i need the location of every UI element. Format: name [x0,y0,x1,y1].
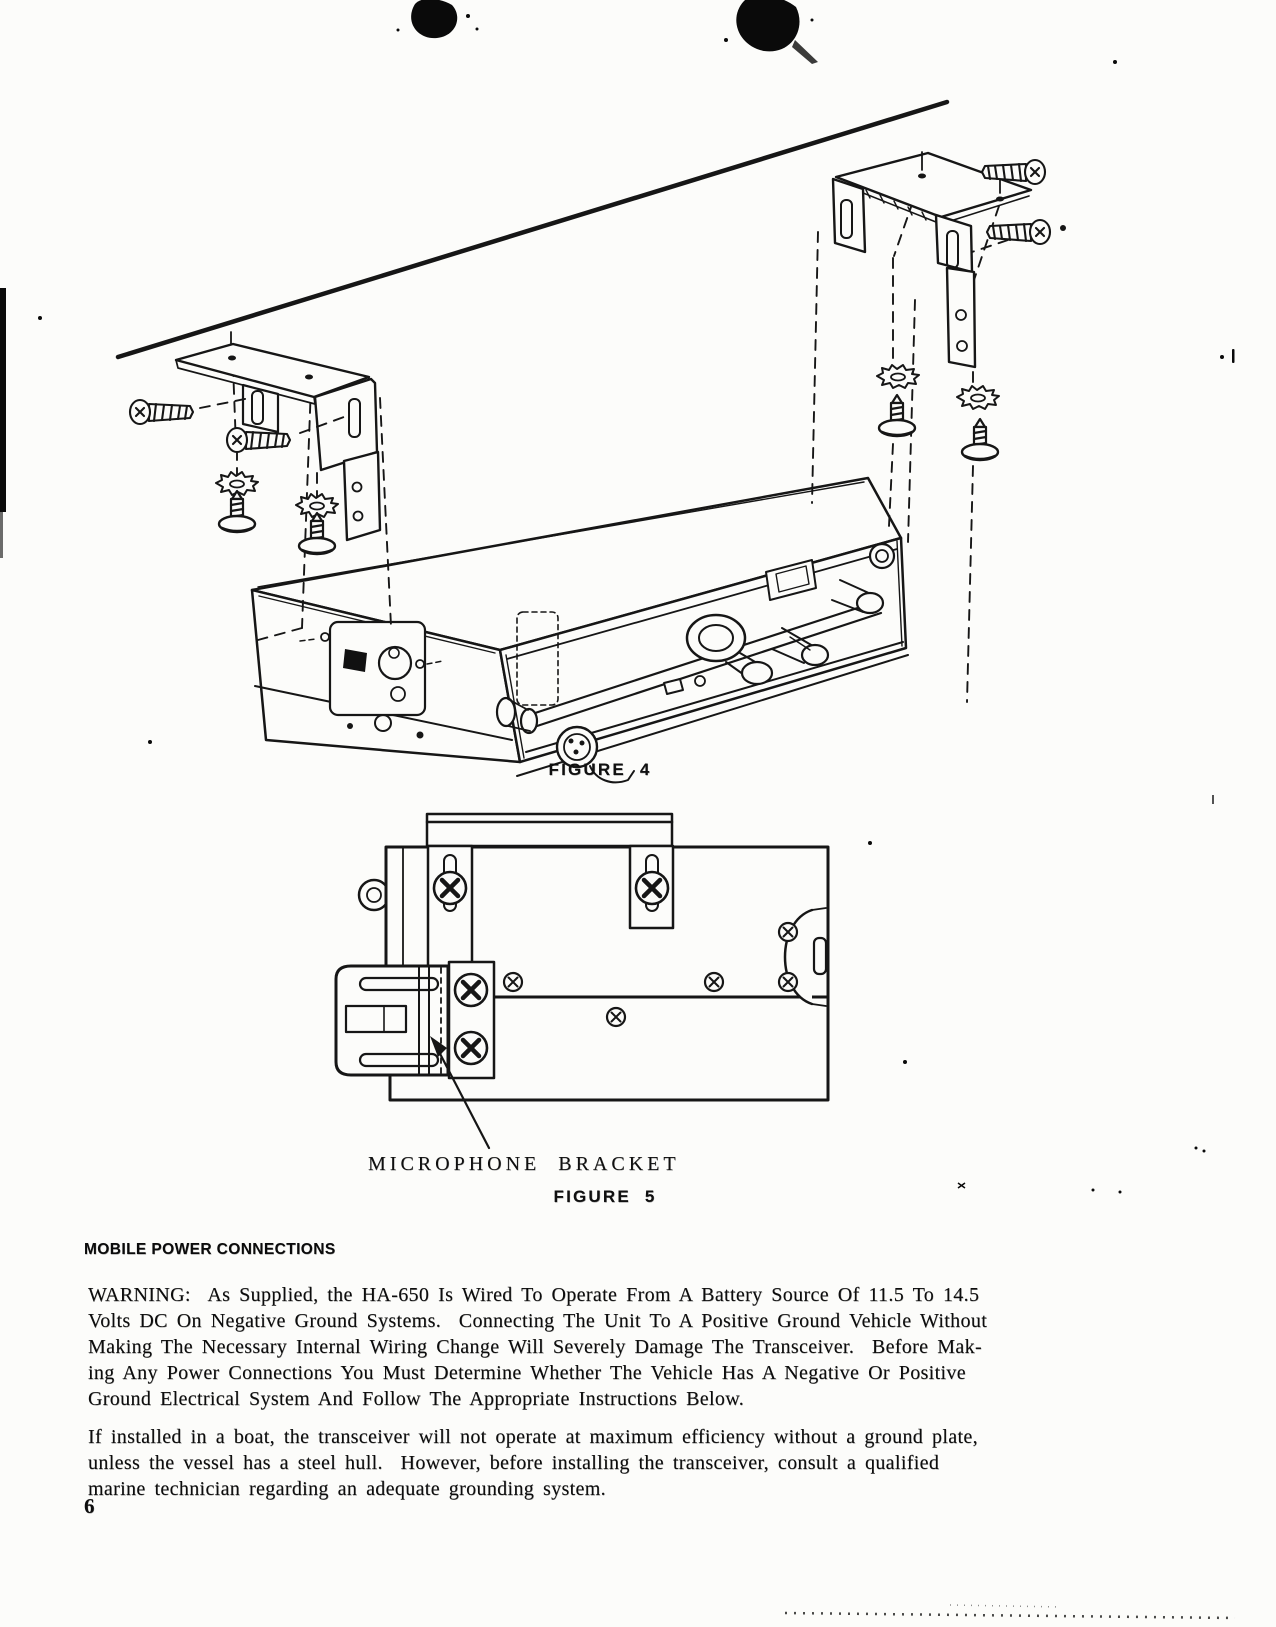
boat-note-line: unless the vessel has a steel hull. However, before installing the transceiver, consult a qualified [88,1452,940,1474]
figure5-drawing [336,814,828,1148]
figure5-caption: FIGURE 5 [553,1187,657,1206]
warning-line: Volts DC On Negative Ground Systems. Connecting The Unit To A Positive Ground Vehicle Without [88,1310,988,1332]
figure4-drawing [118,102,1066,782]
warning-line: WARNING: As Supplied, the HA-650 Is Wired To Operate From A Battery Source Of 11.5 To 14.5 [88,1284,980,1306]
warning-line: Ground Electrical System And Follow The Appropriate Instructions Below. [88,1388,745,1410]
scan-speckle-bottom [785,1605,1235,1618]
page-number: 6 [84,1494,95,1518]
warning-paragraph [88,1282,1198,1412]
warning-line: Making The Necessary Internal Wiring Change Will Severely Damage The Transceiver. Before Mak- [88,1336,982,1358]
boat-note-line: marine technician regarding an adequate grounding system. [88,1478,607,1500]
boat-note-line: If installed in a boat, the transceiver will not operate at maximum efficiency without a ground plate, [88,1426,978,1448]
figure4-caption: FIGURE 4 [548,760,652,779]
warning-line: ing Any Power Connections You Must Determine Whether The Vehicle Has A Negative Or Positive [88,1362,966,1384]
boat-note-paragraph [88,1424,1198,1502]
microphone-bracket-callout: MICROPHONE BRACKET [368,1153,680,1175]
mobile-power-heading: MOBILE POWER CONNECTIONS [84,1241,336,1258]
